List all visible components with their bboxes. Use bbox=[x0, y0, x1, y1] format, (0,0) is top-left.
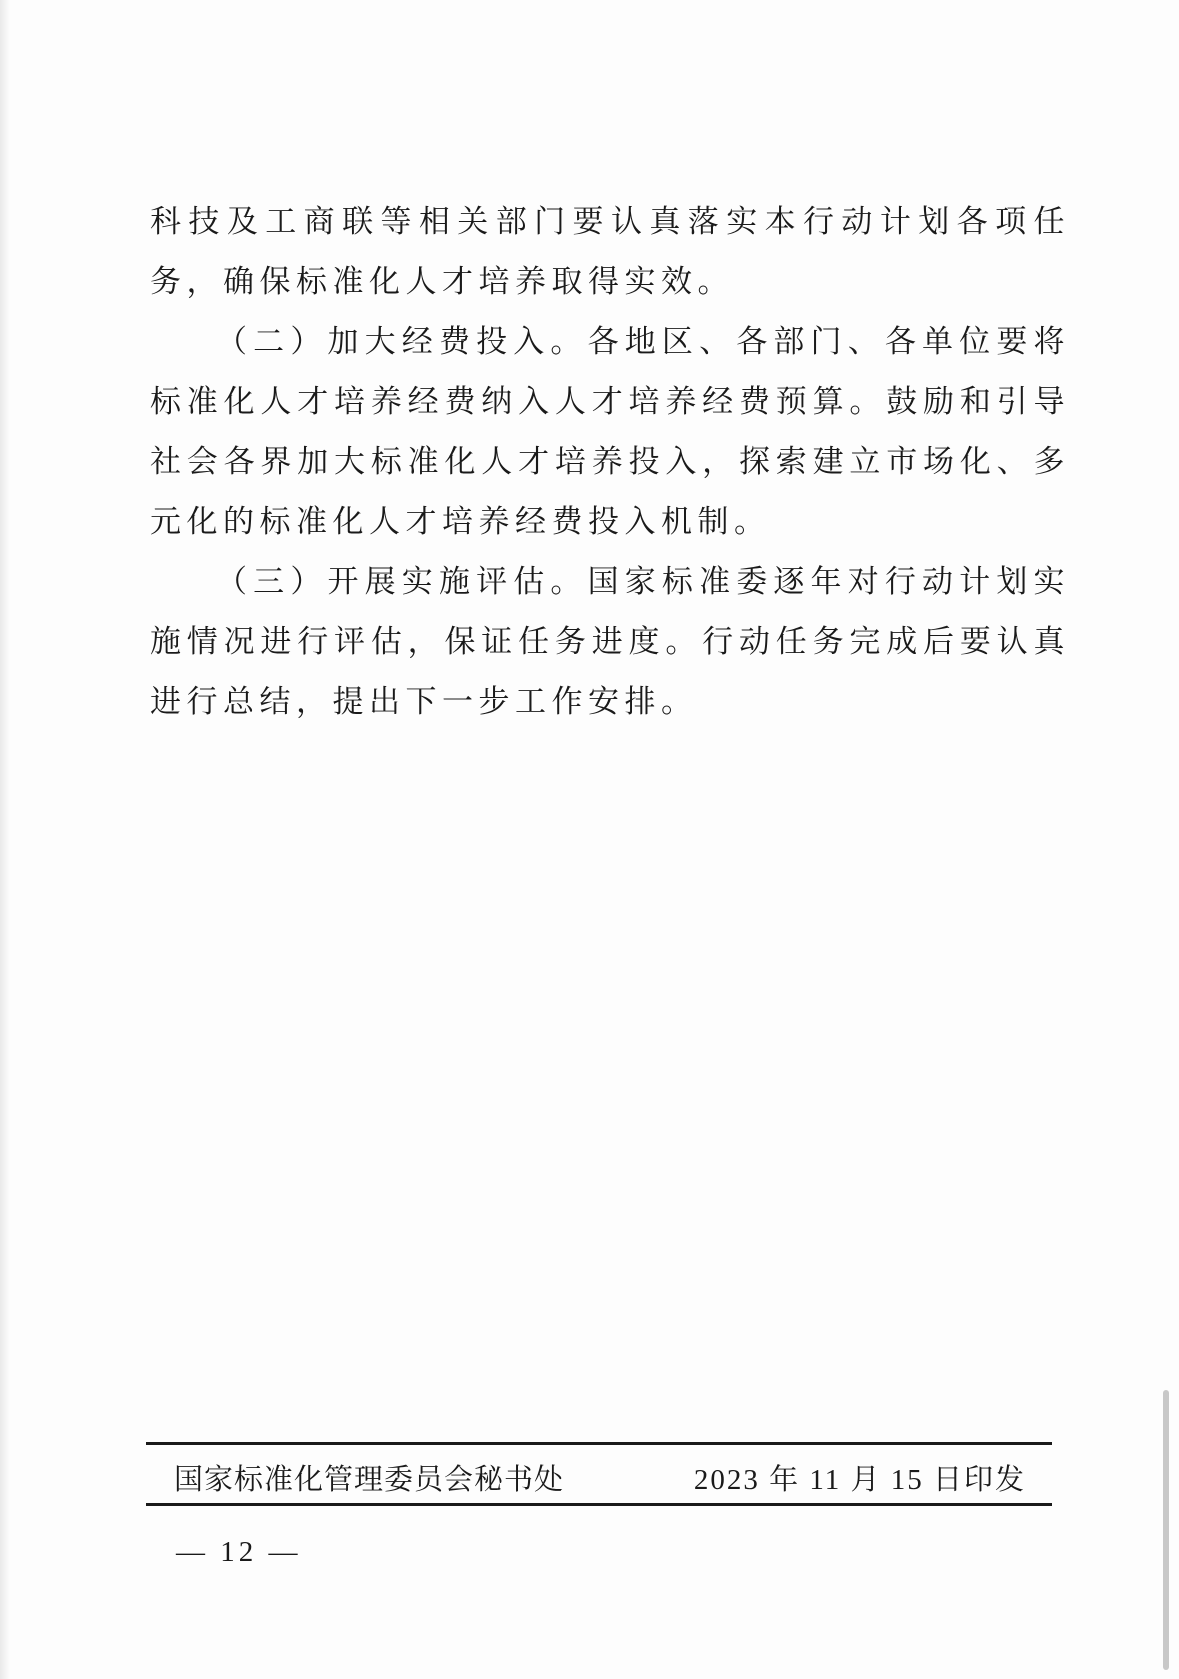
issuer-name: 国家标准化管理委员会秘书处 bbox=[174, 1462, 565, 1496]
issue-date: 2023 年 11 月 15 日印发 bbox=[693, 1464, 1026, 1496]
page-edge-shadow bbox=[0, 0, 10, 1679]
paragraph-text: 各地区、各部门、各单位要将标准化人才培养经费纳入人才培养经费预算。鼓励和引导社会各界加大标准化人才培养投入，探索建立市场化、多元化的标准化人才培养经费投入机制。 bbox=[150, 324, 1071, 540]
document-body bbox=[150, 192, 1070, 732]
colophon-box bbox=[146, 1442, 1052, 1506]
paragraph-text: 国家标准委逐年对行动计划实施情况进行评估，保证任务进度。行动任务完成后要认真进行总结，提出下一步工作安排。 bbox=[150, 564, 1071, 720]
paragraph-text: 科技及工商联等相关部门要认真落实本行动计划各项任务，确保标准化人才培养取得实效。 bbox=[150, 204, 1070, 300]
page-number: — 12 — bbox=[176, 1536, 302, 1568]
section-heading: （二）加大经费投入。 bbox=[216, 324, 588, 360]
paragraph-continuation bbox=[150, 192, 1070, 312]
paragraph-evaluation bbox=[150, 552, 1070, 732]
scrollbar-thumb[interactable] bbox=[1163, 1390, 1169, 1670]
section-heading: （三）开展实施评估。 bbox=[216, 564, 588, 600]
paragraph-funding bbox=[150, 312, 1070, 552]
